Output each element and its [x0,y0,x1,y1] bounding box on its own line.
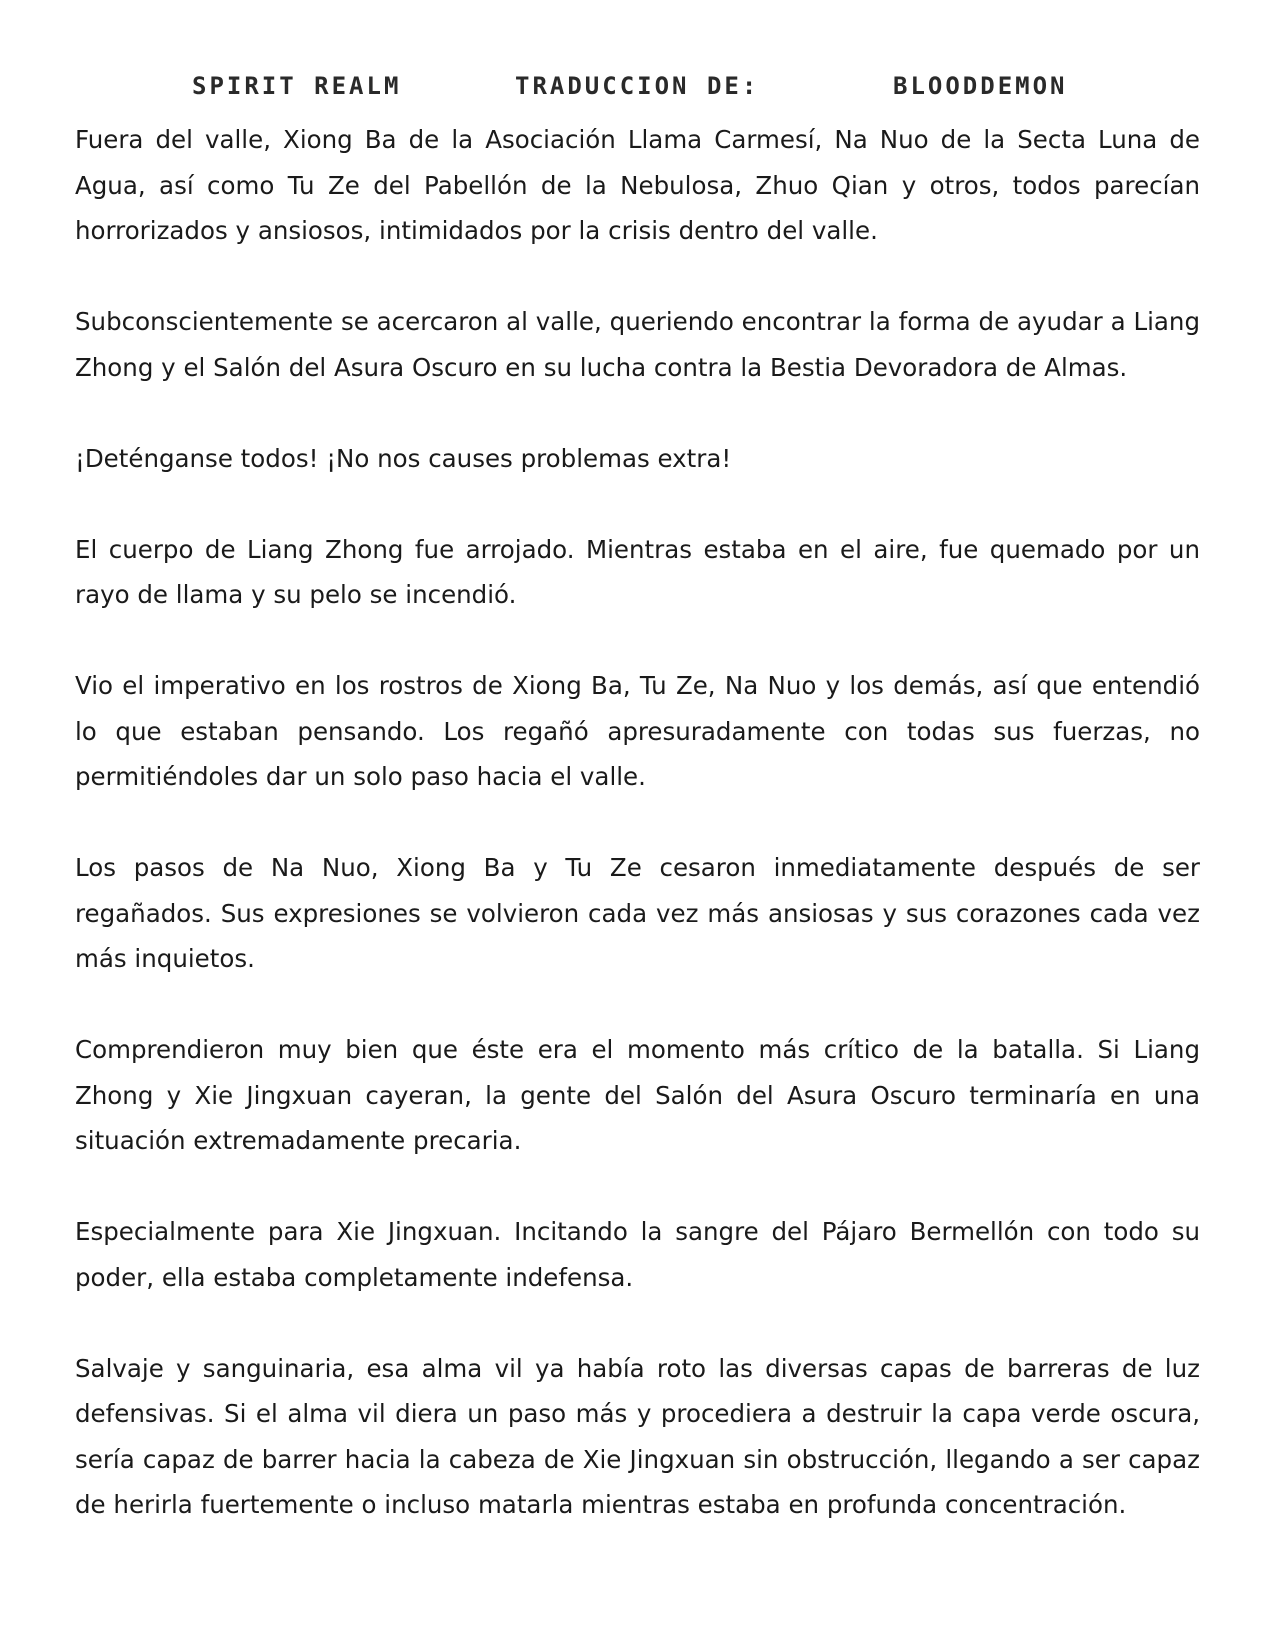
paragraph: Salvaje y sanguinaria, esa alma vil ya había roto las diversas capas de barreras de luz defensivas. Si el alma vil diera un paso más y procediera a destruir la capa verde oscura, sería capaz de barrer hacia la cabeza de Xie Jingxuan sin obstrucción, llegando a ser capaz de herirla fuertemente o incluso matarla mientras estaba en profunda concentración. [75,1353,1200,1519]
paragraph: Fuera del valle, Xiong Ba de la Asociación Llama Carmesí, Na Nuo de la Secta Luna de Agua, así como Tu Ze del Pabellón de la Nebulosa, Zhuo Qian y otros, todos parecían horrorizados y ansiosos, intimidados por la crisis dentro del valle. [75,125,1200,245]
paragraph: Vio el imperativo en los rostros de Xiong Ba, Tu Ze, Na Nuo y los demás, así que entendió lo que estaban pensando. Los regañó apresuradamente con todas sus fuerzas, no permitiéndoles dar un solo paso hacia el valle. [75,671,1200,791]
paragraph: Comprendieron muy bien que éste era el momento más crítico de la batalla. Si Liang Zhong y Xie Jingxuan cayeran, la gente del Salón del Asura Oscuro terminaría en una situación extremadamente precaria. [75,1035,1200,1155]
paragraph: Especialmente para Xie Jingxuan. Incitando la sangre del Pájaro Bermellón con todo su poder, ella estaba completamente indefensa. [75,1217,1200,1292]
header-title: SPIRIT REALM [192,72,402,100]
page-header [0,72,1275,112]
paragraph: Los pasos de Na Nuo, Xiong Ba y Tu Ze cesaron inmediatamente después de ser regañados. Sus expresiones se volvieron cada vez más ansiosas y sus corazones cada vez más inquietos. [75,853,1200,973]
paragraph: ¡Deténganse todos! ¡No nos causes problemas extra! [75,443,732,473]
paragraph: Subconscientemente se acercaron al valle, queriendo encontrar la forma de ayudar a Liang Zhong y el Salón del Asura Oscuro en su lucha contra la Bestia Devoradora de Almas. [75,307,1200,382]
header-translation-label: TRADUCCION DE: [515,72,760,100]
document-body [75,117,1200,1573]
paragraph: El cuerpo de Liang Zhong fue arrojado. Mientras estaba en el aire, fue quemado por un rayo de llama y su pelo se incendió. [75,534,1200,609]
header-translator: BLOODDEMON [893,72,1068,100]
